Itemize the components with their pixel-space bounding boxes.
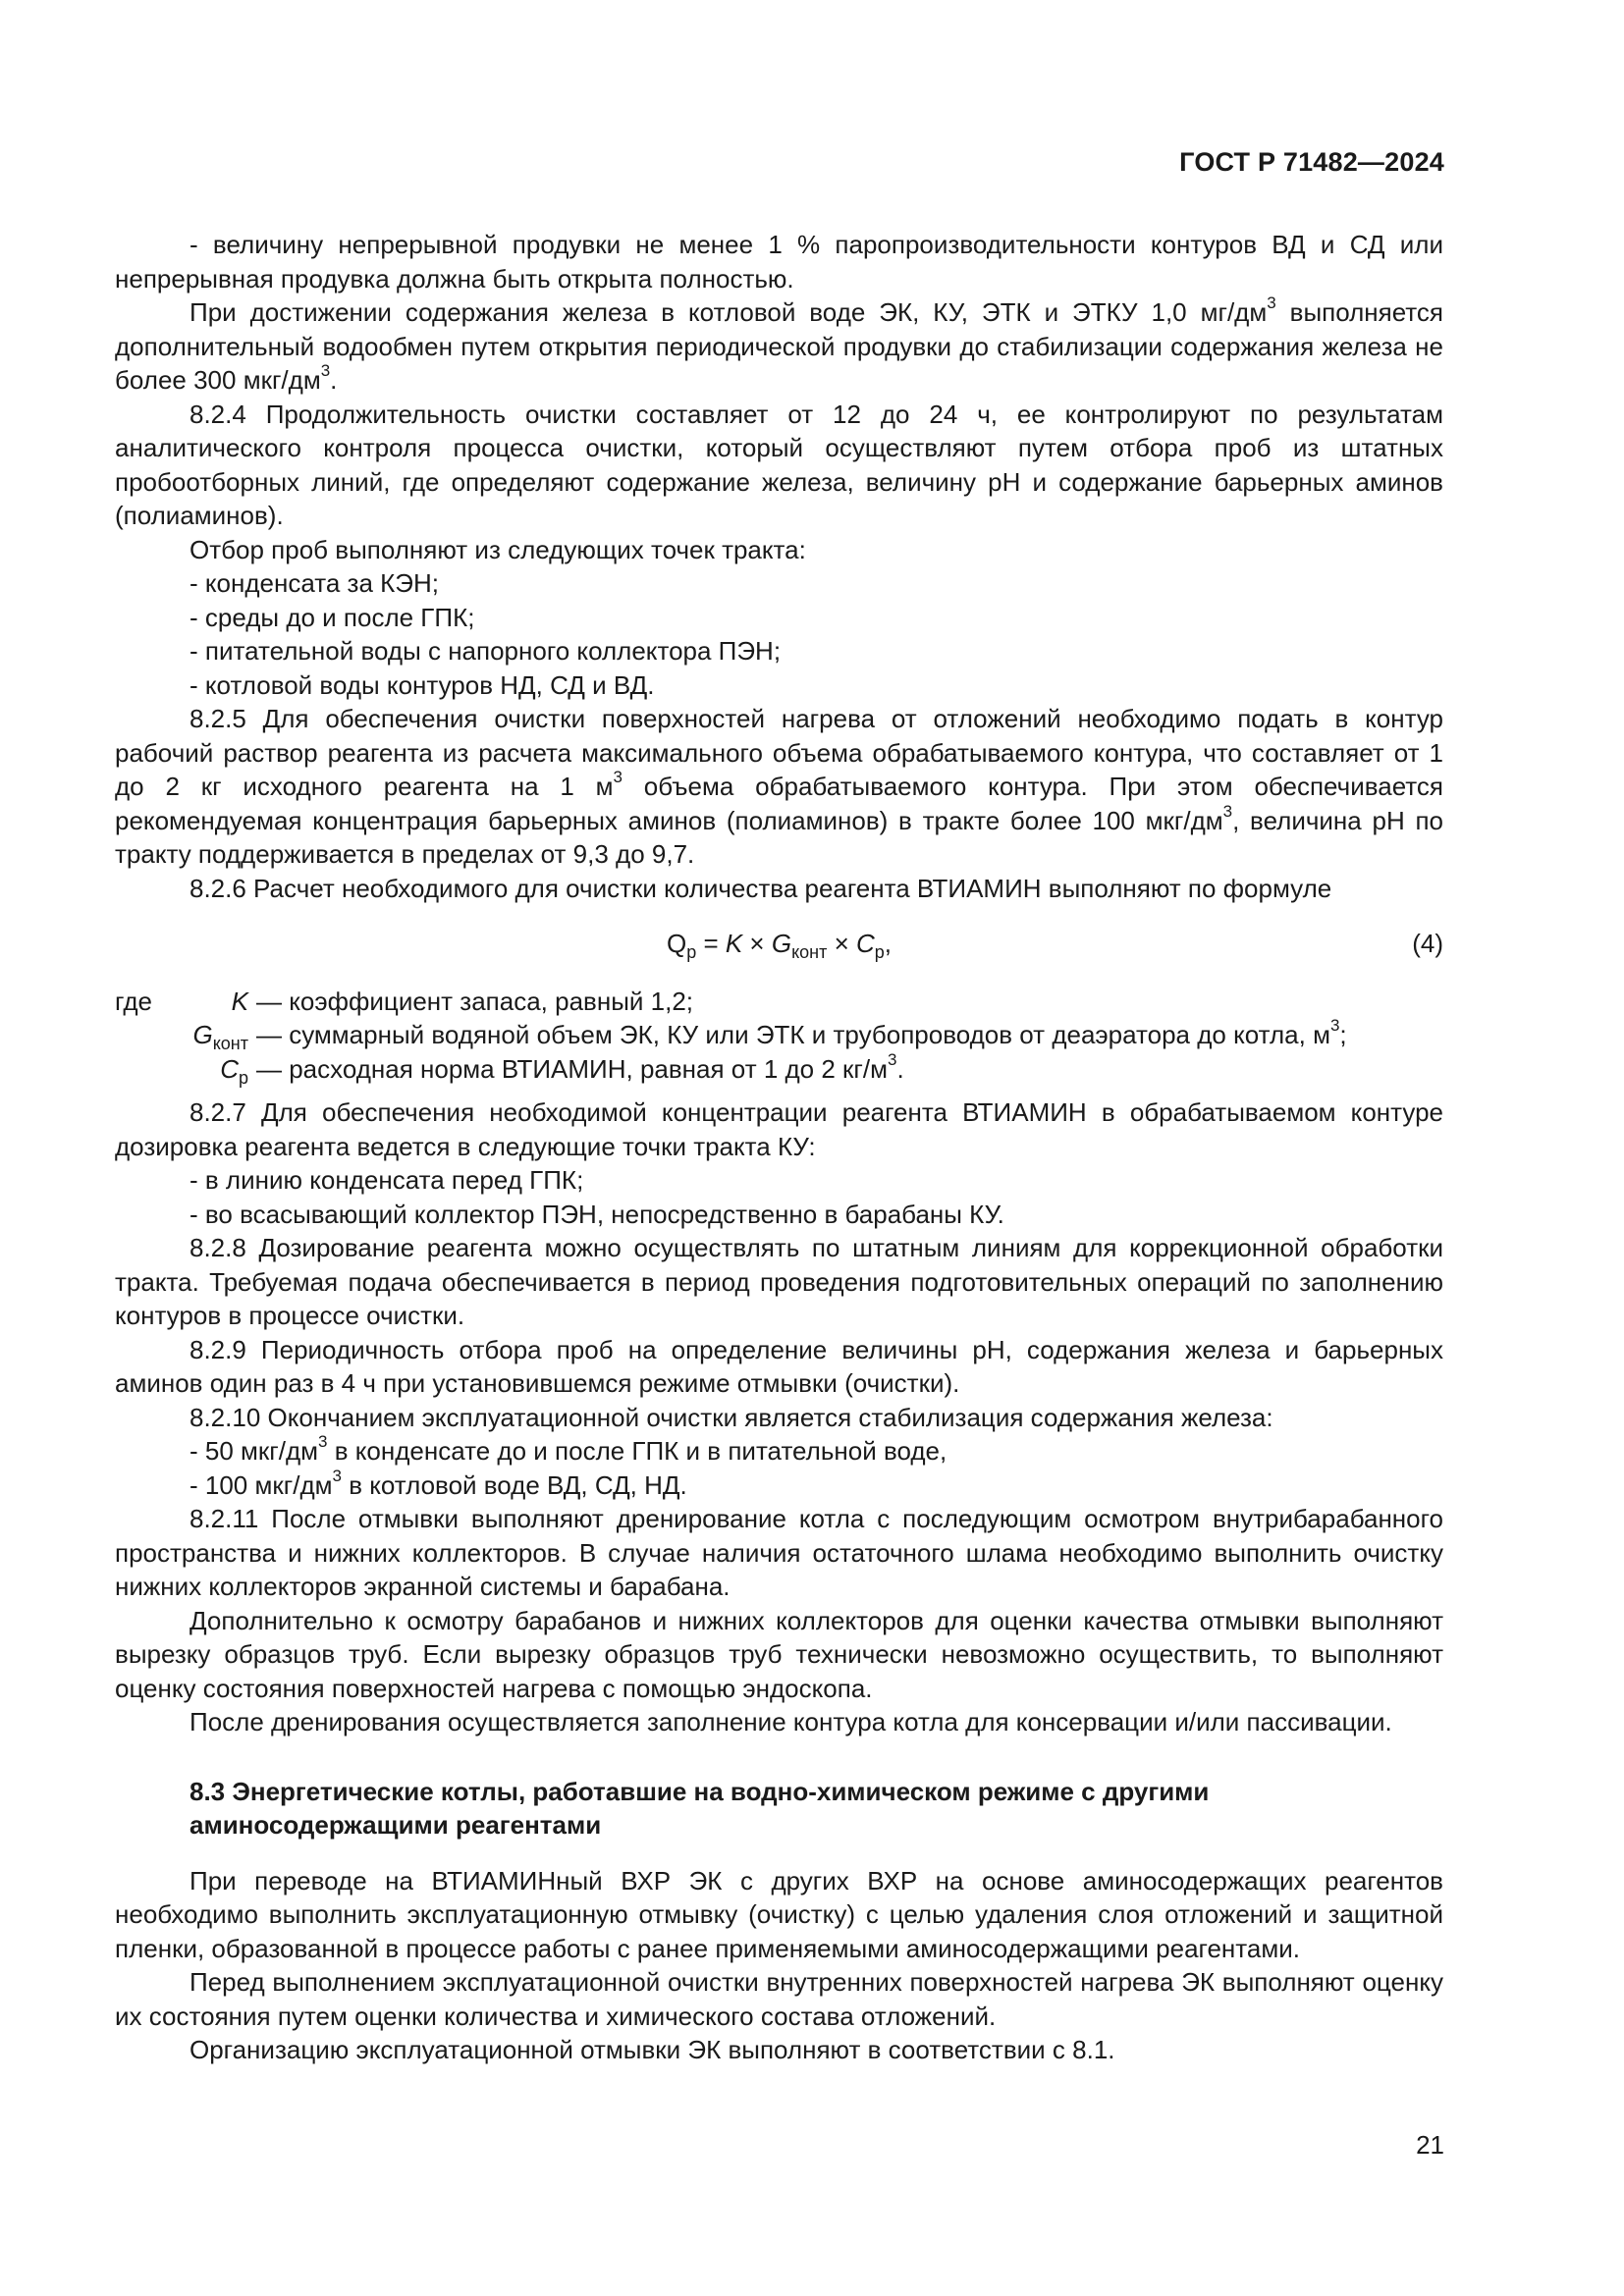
clause-8-2-8: 8.2.8 Дозирование реагента можно осуществлять по штатным линиям для коррекционной обработки тракта. Требуемая подача обеспечивается в период проведения подготовительных операций по заполнению контуров в процессе очистки. — [115, 1233, 1443, 1330]
legend-row-g: $G_{конт}$ — суммарный водяной объем ЭК, КУ или ЭТК и трубопроводов от деаэратора до котла, $м^3$; — [192, 1016, 1347, 1054]
clause-8-2-6: 8.2.6 Расчет необходимого для очистки количества реагента ВТИАМИН выполняют по формуле — [189, 873, 1332, 903]
legend-row-k — [115, 985, 1443, 1019]
legend-text: — расходная норма ВТИАМИН, равная от 1 до 2 $кг/м^3$. — [256, 1049, 904, 1084]
list-item: - котловой воды контуров НД, СД и ВД. — [189, 669, 655, 700]
where-word: где — [115, 986, 152, 1016]
paragraph: Дополнительно к осмотру барабанов и нижних коллекторов для оценки качества отмывки выполняют вырезку образцов труб. Если вырезку образцов труб технически невозможно осуществить, то выполняют оценку состояния поверхностей нагрева с помощью эндоскопа. — [115, 1605, 1443, 1703]
clause-8-2-5 — [115, 702, 1443, 872]
text-run: 8.2.5 Для обеспечения очистки поверхностей нагрева от отложений необходимо подать в контур рабочий раствор реагента из расчета максимального объема обрабатываемого контура, что составляет от 1 до 2 кг исходного реагента на 1 м — [115, 704, 1443, 801]
section-heading: 8.3 Энергетические котлы, работавшие на водно-химическом режиме с другими аминосодержащими реагентами — [189, 1776, 1210, 1840]
text-run: При достижении содержания железа в котловой воде ЭК, КУ, ЭТК и ЭТКУ 1,0 мг/дм — [189, 297, 1268, 327]
formula — [115, 927, 1443, 961]
symbol-g: G — [192, 1020, 213, 1049]
legend-row-c: $C_р$ — расходная норма ВТИАМИН, равная от 1 до 2 $кг/м^3$. — [220, 1049, 904, 1088]
list-item: - 100 мкг/$дм^3$ в котловой воде ВД, СД, НД. — [189, 1466, 687, 1500]
superscript: 3 — [1222, 801, 1233, 821]
clause-8-2-11: 8.2.11 После отмывки выполняют дренирование котла с последующим осмотром внутрибарабанного пространства и нижних коллекторов. В случае наличия остаточного шлама необходимо выполнить очистку нижних коллекторов экранной системы и барабана. — [115, 1504, 1443, 1601]
formula-legend — [115, 985, 1443, 1087]
paragraph — [115, 295, 1443, 398]
text-run: выполняется дополнительный водообмен путем открытия периодической продувки до стабилизации содержания железа не более 300 мкг/дм — [115, 297, 1443, 395]
superscript: 3 — [320, 361, 331, 381]
clause-8-2-7: 8.2.7 Для обеспечения необходимой концентрации реагента ВТИАМИН в обрабатываемом контуре дозировка реагента ведется в следующие точки тракта КУ: — [115, 1097, 1443, 1161]
list-item: - во всасывающий коллектор ПЭН, непосредственно в барабаны КУ. — [189, 1199, 1004, 1229]
clause-8-2-10: 8.2.10 Окончанием эксплуатационной очистки является стабилизация содержания железа: — [189, 1402, 1273, 1432]
paragraph: - величину непрерывной продувки не менее 1 % паропроизводительности контуров ВД и СД или непрерывная продувка должна быть открыта полностью. — [115, 230, 1443, 294]
text-run: объема обрабатываемого контура. При этом обеспечивается рекомендуемая концентрация барьерных аминов (полиаминов) в тракте более 100 мкг/дм — [115, 772, 1443, 835]
text-run: , величина pH по тракту поддерживается в пределах от 9,3 до 9,7. — [115, 805, 1443, 869]
page-number: 21 — [1416, 2130, 1444, 2160]
paragraph: Перед выполнением эксплуатационной очистки внутренних поверхностей нагрева ЭК выполняют оценку их состояния путем оценки количества и химического состава отложений. — [115, 1967, 1443, 2031]
list-item: - питательной воды с напорного коллектора ПЭН; — [189, 636, 782, 666]
list-item: - среды до и после ГПК; — [189, 602, 475, 632]
legend-text: — суммарный водяной объем ЭК, КУ или ЭТК и трубопроводов от деаэратора до котла, $м^3$; — [256, 1016, 1347, 1049]
list-item: - в линию конденсата перед ГПК; — [189, 1165, 584, 1195]
paragraph: При переводе на ВТИАМИНный ВХР ЭК с других ВХР на основе аминосодержащих реагентов необходимо выполнить эксплуатационную отмывку (очистку) с целью удаления слоя отложений и защитной пленки, образованной в процессе работы с ранее применяемыми аминосодержащими реагентами. — [115, 1865, 1443, 1963]
list-item: - 50 мкг/$дм^3$ в конденсате до и после ГПК и в питательной воде, — [189, 1432, 947, 1466]
paragraph: После дренирования осуществляется заполнение контура котла для консервации и/или пассивации. — [189, 1707, 1392, 1736]
symbol-k: K — [231, 986, 248, 1016]
superscript: 3 — [613, 768, 623, 787]
text-run: . — [330, 365, 338, 395]
formula-number: (4) — [1412, 929, 1443, 958]
superscript: 3 — [1267, 294, 1276, 313]
standard-code: ГОСТ Р 71482—2024 — [1179, 147, 1444, 177]
list-item: - конденсата за КЭН; — [189, 568, 439, 598]
legend-text: — коэффициент запаса, равный 1,2; — [256, 986, 694, 1016]
formula-expression: $Q_р = K \times G_{конт} \times C_р$, — [666, 929, 893, 963]
paragraph: Организацию эксплуатационной отмывки ЭК выполняют в соответствии с 8.1. — [189, 2035, 1115, 2064]
clause-8-2-9: 8.2.9 Периодичность отбора проб на определение величины pH, содержания железа и барьерных аминов один раз в 4 ч при установившемся режиме отмывки (очистки). — [115, 1334, 1443, 1398]
symbol-c: C — [220, 1053, 239, 1084]
document-body — [115, 228, 1443, 2067]
clause-8-2-4: 8.2.4 Продолжительность очистки составляет от 12 до 24 ч, ее контролируют по результатам аналитического контроля процесса очистки, который осуществляют путем отбора проб из штатных пробоотборных линий, где определяют содержание железа, величину pH и содержание барьерных аминов (полиаминов). — [115, 399, 1443, 530]
paragraph: Отбор проб выполняют из следующих точек тракта: — [189, 534, 806, 564]
